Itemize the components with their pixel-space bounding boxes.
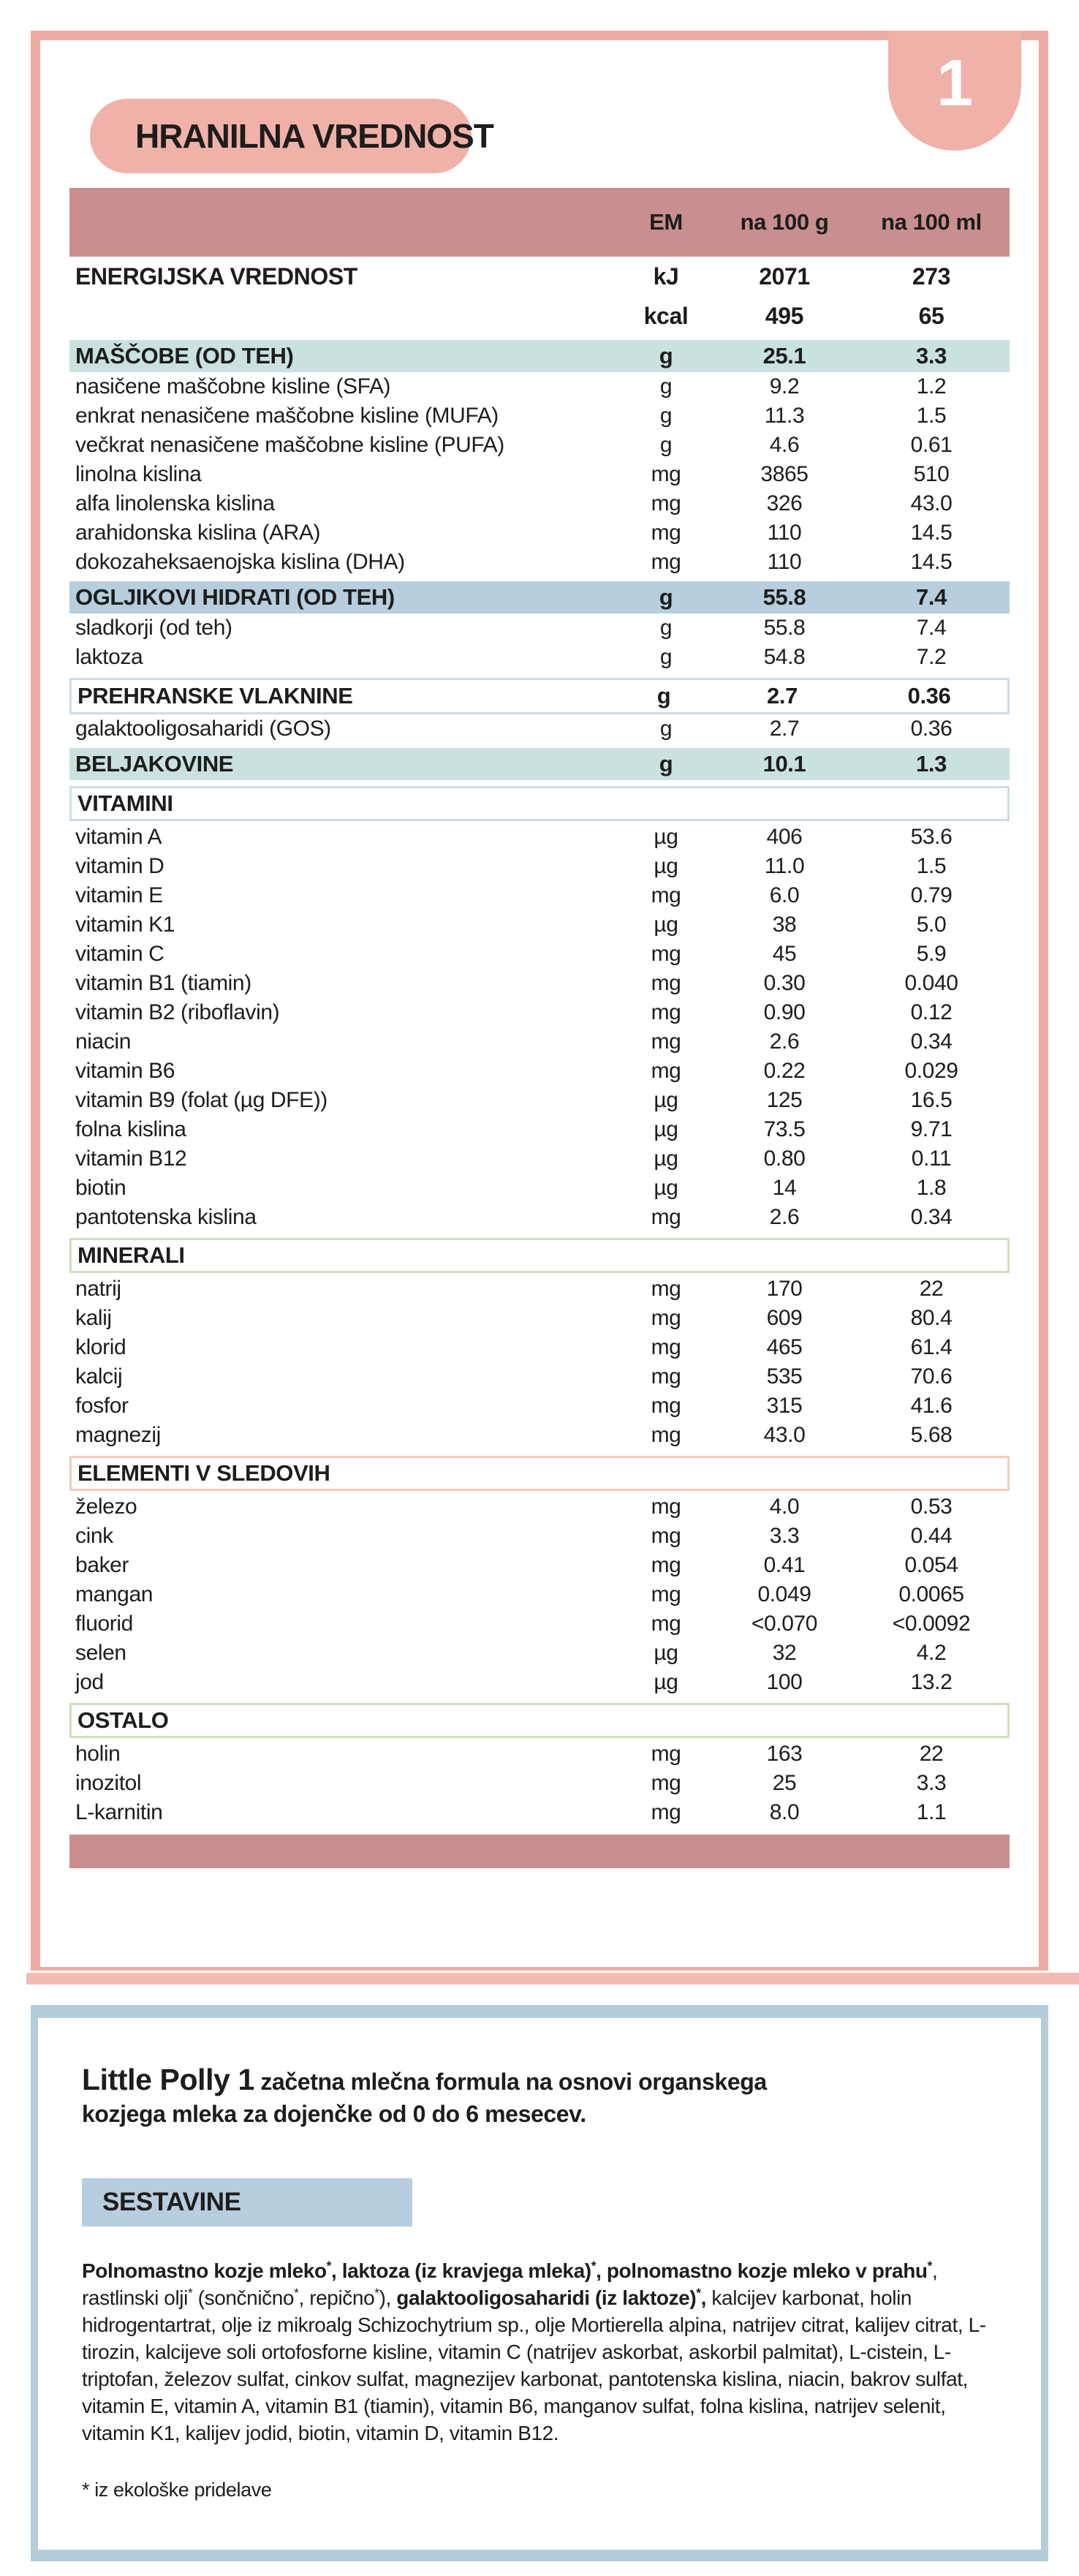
row-value-100ml: 13.2 [910,1670,953,1694]
row-value-100g: 9.2 [769,374,800,399]
row-value-100ml: 4.2 [916,1641,947,1665]
row-unit: mg [651,942,681,966]
row-value-100g: 2071 [759,262,810,290]
table-row [69,296,1010,336]
step-badge-number: 1 [936,46,973,120]
row-value-100g: 73.5 [763,1117,806,1141]
row-label: linolna kislina [75,462,202,486]
row-value-100g: 609 [766,1306,803,1330]
row-unit: mg [651,1524,681,1548]
table-row [69,1391,1010,1421]
row-unit: mg [651,971,681,995]
row-value-100g: 125 [766,1088,803,1112]
row-value-100g: 3.3 [769,1524,800,1548]
row-value-100g: 465 [766,1335,803,1359]
row-label: dokozaheksaenojska kislina (DHA) [75,550,405,574]
table-row [69,1144,1010,1174]
row-value-100ml: 0.12 [910,1000,953,1024]
table-row [69,613,1010,643]
table-row [69,340,1010,372]
row-unit: mg [651,1277,681,1301]
row-value-100ml: 0.11 [911,1147,952,1171]
row-label: vitamin B1 (tiamin) [75,971,251,995]
section-title-row [69,1703,1010,1738]
section-title: OSTALO [77,1707,169,1733]
row-value-100g: 25.1 [762,343,806,369]
row-value-100ml: 14.5 [910,550,953,574]
row-value-100g: 0.80 [763,1147,806,1171]
table-row [69,998,1010,1027]
row-label: cink [75,1524,113,1548]
row-unit: kcal [643,302,689,329]
row-value-100ml: 0.34 [910,1205,953,1229]
table-row [69,1086,1010,1115]
table-row [69,1492,1010,1522]
row-value-100ml: 0.79 [910,883,953,907]
row-value-100ml: 3.3 [916,343,947,369]
row-value-100ml: 0.054 [904,1553,958,1577]
table-row [69,431,1010,460]
row-value-100ml: 0.029 [904,1059,958,1083]
step-badge [888,31,1021,151]
row-value-100g: 8.0 [769,1800,800,1824]
row-value-100g: <0.070 [751,1612,818,1636]
row-value-100ml: 0.34 [910,1030,953,1054]
row-label: nasičene maščobne kisline (SFA) [75,374,391,399]
row-unit: µg [654,1176,678,1200]
row-value-100ml: 7.2 [916,645,947,669]
table-row [69,1769,1010,1798]
row-label: fosfor [75,1394,129,1418]
row-label: sladkorji (od teh) [75,616,232,640]
table-row [69,548,1010,577]
row-value-100ml: 65 [918,302,944,329]
row-label: vitamin B9 (folat (µg DFE)) [75,1088,328,1112]
row-value-100g: 110 [767,550,802,574]
row-label: L-karnitin [75,1800,163,1824]
row-label: vitamin B6 [75,1059,175,1083]
row-label: galaktooligosaharidi (GOS) [75,717,331,741]
page-title: HRANILNA VREDNOST [135,117,493,155]
row-value-100ml: 41.6 [910,1394,953,1418]
row-label: pantotenska kislina [75,1205,257,1229]
table-row [69,518,1010,548]
row-unit: mg [651,1771,681,1795]
row-unit: g [659,343,673,369]
table-row [69,257,1010,296]
row-unit: mg [651,1335,681,1359]
row-unit: g [659,404,673,428]
row-label: OGLJIKOVI HIDRATI (OD TEH) [75,584,395,610]
row-value-100g: 0.049 [757,1582,811,1606]
row-unit: mg [651,1364,681,1389]
row-unit: g [659,717,673,741]
row-value-100g: 0.90 [763,1000,806,1024]
row-unit: g [659,616,673,640]
row-unit: mg [651,1000,681,1024]
col-header-100g: na 100 g [740,209,829,235]
row-value-100g: 163 [766,1742,803,1766]
row-unit: g [659,751,673,777]
table-row [69,969,1010,998]
row-label: fluorid [75,1612,133,1636]
row-value-100ml: <0.0092 [892,1612,971,1636]
row-unit: µg [654,1147,678,1171]
row-label: vitamin D [75,854,164,878]
table-row [69,1609,1010,1639]
row-unit: kJ [653,262,679,290]
nutrition-table [69,188,1010,1868]
row-label: biotin [75,1176,126,1200]
table-row [69,881,1010,910]
table-row [69,940,1010,969]
row-value-100ml: 0.53 [910,1495,953,1519]
product-summary [82,2063,820,2130]
row-value-100g: 11.3 [764,404,805,428]
col-header-unit: EM [649,209,683,235]
row-value-100ml: 0.0065 [898,1582,964,1606]
row-label: klorid [75,1335,126,1359]
row-unit: mg [651,1495,681,1519]
row-value-100g: 0.22 [763,1059,806,1083]
row-value-100g: 6.0 [769,883,800,907]
row-value-100g: 38 [772,913,797,937]
row-value-100g: 55.8 [762,584,806,610]
table-row [69,1274,1010,1304]
table-row [69,1522,1010,1551]
row-value-100g: 2.6 [769,1205,800,1229]
ingredients-header [82,2178,412,2226]
row-value-100ml: 1.5 [916,854,947,878]
table-row [69,1362,1010,1391]
row-value-100ml: 1.1 [916,1800,947,1824]
row-value-100g: 2.7 [769,717,800,741]
info-card [31,2005,1048,2561]
row-value-100ml: 70.6 [910,1364,953,1389]
row-label: vitamin B2 (riboflavin) [75,1000,280,1024]
row-unit: mg [651,521,681,545]
row-value-100g: 10.1 [762,751,806,777]
row-unit: mg [651,883,681,907]
section-title-row [69,786,1010,821]
table-row [69,1668,1010,1697]
row-label: arahidonska kislina (ARA) [75,521,321,545]
row-label: magnezij [75,1423,161,1447]
row-label: mangan [75,1582,154,1606]
title-pill [90,99,493,173]
table-row [69,489,1010,518]
row-value-100g: 54.8 [763,645,806,669]
row-value-100ml: 61.4 [910,1335,953,1359]
table-row [69,1798,1010,1827]
row-value-100g: 110 [767,521,802,545]
row-value-100ml: 0.36 [910,717,953,741]
row-label: vitamin K1 [75,913,175,937]
row-unit: µg [654,1641,678,1665]
section-title-row [69,1238,1010,1273]
ingredients-header-label: SESTAVINE [102,2188,241,2216]
row-unit: mg [651,1306,681,1330]
row-unit: µg [654,1670,678,1694]
row-value-100ml: 5.68 [910,1423,953,1447]
row-unit: mg [651,1553,681,1577]
col-header-100ml: na 100 ml [881,209,982,235]
row-unit: µg [654,1117,678,1141]
row-label: kalij [75,1306,112,1330]
table-row [69,1740,1010,1769]
row-value-100ml: 273 [912,262,951,290]
row-value-100ml: 5.0 [916,913,947,937]
section-title: ELEMENTI V SLEDOVIH [77,1460,330,1486]
table-row [69,1304,1010,1333]
row-value-100g: 326 [766,491,803,515]
row-value-100ml: 7.4 [916,584,947,610]
row-label: laktoza [75,645,143,669]
row-label: jod [75,1670,104,1694]
row-value-100g: 11.0 [764,854,805,878]
table-row [69,910,1010,940]
row-unit: mg [651,491,681,515]
row-value-100ml: 0.36 [907,683,951,709]
row-unit: mg [651,1030,681,1054]
row-value-100ml: 1.5 [916,404,947,428]
row-value-100ml: 0.61 [910,433,953,457]
table-row [69,852,1010,881]
row-value-100g: 4.6 [769,433,800,457]
row-value-100g: 535 [766,1364,803,1389]
row-label: inozitol [75,1771,142,1795]
row-label: folna kislina [75,1117,186,1141]
row-value-100ml: 53.6 [910,825,953,849]
row-value-100g: 0.30 [763,971,806,995]
row-value-100g: 32 [772,1641,797,1665]
row-value-100g: 315 [766,1394,803,1418]
table-row [69,1639,1010,1668]
table-row [69,748,1010,780]
row-unit: mg [651,1742,681,1766]
table-row [69,1174,1010,1203]
row-label: vitamin A [75,825,162,849]
table-row [69,401,1010,431]
row-value-100ml: 14.5 [910,521,953,545]
row-unit: mg [651,550,681,574]
row-label: holin [75,1742,121,1766]
row-unit: µg [654,913,678,937]
row-value-100g: 406 [766,825,803,849]
row-value-100ml: 0.44 [910,1524,953,1548]
row-label: vitamin C [75,942,164,966]
table-row [69,1580,1010,1609]
row-unit: g [656,683,671,709]
row-label: alfa linolenska kislina [75,491,275,515]
section-title: VITAMINI [77,790,173,816]
nutrition-card [31,31,1048,1971]
row-label: kalcij [75,1364,123,1389]
row-value-100ml: 22 [919,1742,944,1766]
row-unit: mg [651,1612,681,1636]
row-value-100ml: 16.5 [910,1088,953,1112]
row-unit: mg [651,1205,681,1229]
table-row [69,714,1010,744]
row-value-100g: 170 [766,1277,803,1301]
row-label: PREHRANSKE VLAKNINE [77,683,353,709]
row-unit: mg [651,1423,681,1447]
row-value-100ml: 1.3 [916,751,947,777]
row-unit: g [659,433,673,457]
table-row [69,581,1010,613]
table-row [69,823,1010,852]
table-row [69,1057,1010,1086]
row-value-100g: 43.0 [763,1423,806,1447]
product-description: začetna mlečna formula na osnovi organskega kozjega mleka za dojenčke od 0 do 6 mesecev. [82,2069,767,2127]
row-label: vitamin B12 [75,1147,187,1171]
table-row [69,1551,1010,1580]
table-row [69,643,1010,672]
row-unit: g [659,584,673,610]
row-value-100ml: 0.040 [904,971,958,995]
row-value-100ml: 80.4 [910,1306,953,1330]
row-value-100g: 45 [772,942,797,966]
ingredients-text: Polnomastno kozje mleko*, laktoza (iz kravjega mleka)*, polnomastno kozje mleko v prahu*, rastlinski olji* (sončnično*, repično*), galaktooligosaharidi (iz laktoze)*, kalcijev karbonat, holin hidrogentartrat, olje iz mikroalg Schizochytrium sp., olje Mortierella alpina, natrijev citrat, kalijev citrat, L-tirozin, kalcijeve soli ortofosforne kisline, vitamin C (natrijev askorbat, askorbil palmitat), L-cistein, L-triptofan, železov sulfat, cinkov sulfat, magnezijev karbonat, pantotenska kislina, niacin, bakrov sulfat, vitamin E, vitamin A, vitamin B1 (tiamin), vitamin B6, manganov sulfat, folna kislina, natrijev selenit, vitamin K1, kalijev jodid, biotin, vitamin D, vitamin B12. [82,2258,986,2444]
row-value-100g: 25 [772,1771,797,1795]
row-label: BELJAKOVINE [75,751,234,777]
row-label: MAŠČOBE (OD TEH) [75,343,294,369]
row-label: ENERGIJSKA VREDNOST [75,262,357,290]
row-unit: mg [651,1800,681,1824]
row-value-100g: 3865 [760,462,809,486]
table-row [69,372,1010,401]
card-bottom-strip [26,1973,1079,1984]
row-unit: µg [654,1088,678,1112]
row-label: selen [75,1641,126,1665]
row-value-100g: 2.6 [769,1030,800,1054]
row-label: železo [75,1495,137,1519]
row-value-100ml: 22 [919,1277,944,1301]
row-value-100g: 495 [765,302,804,329]
section-title-row [69,1456,1010,1491]
row-value-100g: 2.7 [767,683,798,709]
row-label: baker [75,1553,129,1577]
product-name: Little Polly 1 [82,2063,254,2096]
table-row [69,678,1010,714]
row-value-100ml: 1.8 [916,1176,947,1200]
row-unit: µg [654,854,678,878]
row-unit: mg [651,1582,681,1606]
row-value-100g: 14 [772,1176,797,1200]
row-unit: mg [651,462,681,486]
row-label: enkrat nenasičene maščobne kisline (MUFA) [75,404,499,428]
row-label: niacin [75,1030,131,1054]
row-value-100g: 100 [766,1670,803,1694]
table-row [69,460,1010,489]
table-footer-bar [69,1835,1010,1868]
row-value-100ml: 510 [913,462,950,486]
nutrition-table-rows [69,257,1010,1827]
table-row [69,1027,1010,1057]
row-value-100ml: 1.2 [916,374,947,399]
row-value-100ml: 5.9 [916,942,947,966]
row-unit: g [659,374,673,399]
table-row [69,1203,1010,1232]
table-header-row [69,188,1010,257]
table-row [69,1421,1010,1450]
row-label: vitamin E [75,883,163,907]
row-unit: mg [651,1059,681,1083]
row-label: natrij [75,1277,121,1301]
row-value-100g: 4.0 [769,1495,800,1519]
row-value-100g: 0.41 [763,1553,806,1577]
row-value-100ml: 43.0 [910,491,953,515]
row-unit: g [659,645,673,669]
section-title: MINERALI [77,1242,185,1268]
table-row [69,1333,1010,1362]
row-value-100ml: 3.3 [916,1771,947,1795]
footnote: * iz ekološke pridelave [82,2479,272,2501]
row-unit: mg [651,1394,681,1418]
row-label: večkrat nenasičene maščobne kisline (PUFA) [75,433,504,457]
row-value-100ml: 7.4 [916,616,947,640]
row-value-100g: 55.8 [763,616,806,640]
row-unit: µg [654,825,678,849]
table-row [69,1115,1010,1144]
row-value-100ml: 9.71 [910,1117,953,1141]
